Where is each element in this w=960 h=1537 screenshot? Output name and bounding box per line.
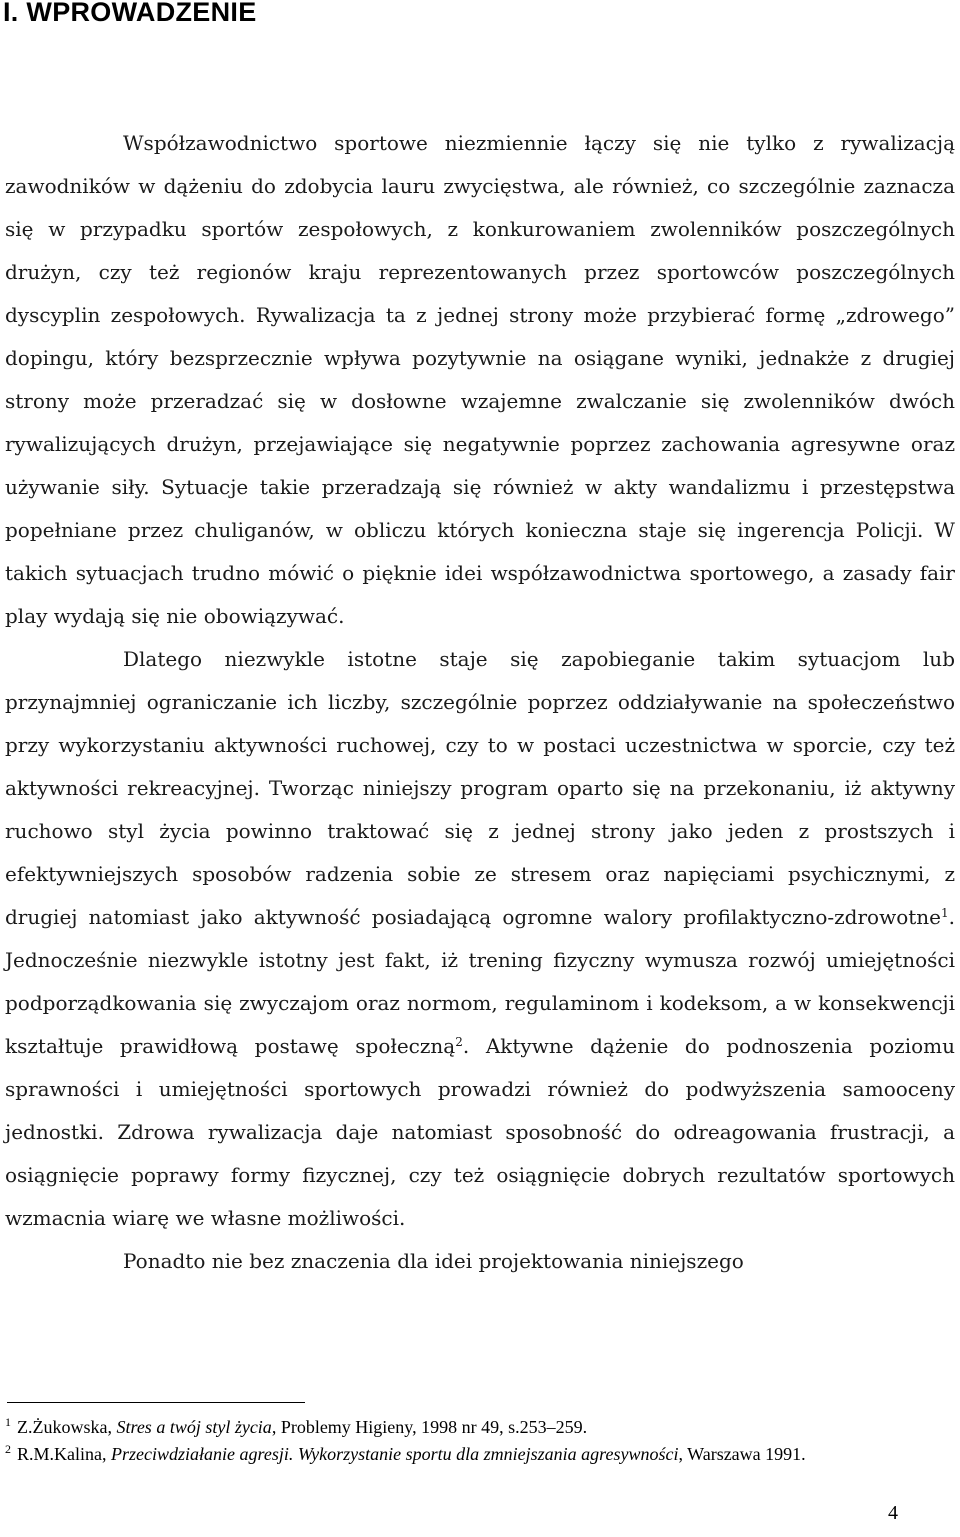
- footnote-author: Z.Żukowska,: [17, 1417, 117, 1437]
- section-heading: I. WPROWADZENIE: [3, 0, 257, 27]
- footnote-author: R.M.Kalina,: [17, 1444, 111, 1464]
- paragraph-text: . Jednocześnie niezwykle istotny jest fakt, iż trening fizyczny wymusza rozwój umiejętności podporządkowania się zwyczajom oraz normom, regulaminom i kodeksom, a w konsekwencji kształtuje prawidłową postawę społeczną: [5, 905, 955, 1058]
- paragraph-text: . Aktywne dążenie do podnoszenia poziomu sprawności i umiejętności sportowych prowadzi również do podwyższenia samooceny jednostki. Zdrowa rywalizacja daje natomiast sposobność do odreagowania frustracji, a osiągnięcie poprawy formy fizycznej, czy też osiągnięcie dobrych rezultatów sportowych wzmacnia wiarę we własne możliwości.: [5, 1034, 955, 1230]
- footnote: [5, 1414, 955, 1441]
- paragraph: [5, 122, 955, 638]
- footnote-ref[interactable]: 1: [941, 906, 949, 920]
- footnote-separator: [7, 1402, 305, 1403]
- footnote-title: Przeciwdziałanie agresji. Wykorzystanie sportu dla zmniejszania agresywności: [111, 1444, 679, 1464]
- footnote-source: , Problemy Higieny, 1998 nr 49, s.253–259.: [271, 1417, 588, 1437]
- footnote-source: , Warszawa 1991.: [678, 1444, 806, 1464]
- footnote-number: 2: [5, 1442, 11, 1456]
- paragraph-text: Ponadto nie bez znaczenia dla idei projektowania niniejszego: [123, 1249, 744, 1273]
- paragraph: [5, 1240, 955, 1283]
- footnotes: [5, 1414, 955, 1468]
- footnote-number: 1: [5, 1415, 11, 1429]
- paragraph-text: Współzawodnictwo sportowe niezmiennie łączy się nie tylko z rywalizacją zawodników w dążeniu do zdobycia lauru zwycięstwa, ale również, co szczególnie zaznacza się w przypadku sportów zespołowych, z konkurowaniem zwolenników poszczególnych drużyn, czy też regionów kraju reprezentowanych przez sportowców poszczególnych dyscyplin zespołowych. Rywalizacja ta z jednej strony może przybierać formę „zdrowego” dopingu, który bezsprzecznie wpływa pozytywnie na osiągane wyniki, jednakże z drugiej strony może przeradzać się w dosłowne wzajemne zwalczanie się zwolenników dwóch rywalizujących drużyn, przejawiające się negatywnie poprzez zachowania agresywne oraz używanie siły. Sytuacje takie przeradzają się również w akty wandalizmu i przestępstwa popełniane przez chuliganów, w obliczu których konieczna staje się ingerencja Policji. W takich sytuacjach trudno mówić o pięknie idei współzawodnictwa sportowego, a zasady fair play wydają się nie obowiązywać.: [5, 131, 955, 628]
- paragraph: [5, 638, 955, 1240]
- footnote-title: Stres a twój styl życia: [116, 1417, 272, 1437]
- body-text: [5, 122, 955, 1283]
- footnote: [5, 1441, 955, 1468]
- footnote-ref[interactable]: 2: [455, 1035, 463, 1049]
- paragraph-text: Dlatego niezwykle istotne staje się zapobieganie takim sytuacjom lub przynajmniej ograniczanie ich liczby, szczególnie poprzez oddziaływanie na społeczeństwo przy wykorzystaniu aktywności ruchowej, czy to w postaci uczestnictwa w sporcie, czy też aktywności rekreacyjnej. Tworząc niniejszy program oparto się na przekonaniu, iż aktywny ruchowo styl życia powinno traktować się z jednej strony jako jeden z prostszych i efektywniejszych sposobów radzenia sobie ze stresem oraz napięciami psychicznymi, z drugiej natomiast jako aktywność posiadającą ogromne walory profilaktyczno-zdrowotne: [5, 647, 955, 929]
- page-number: 4: [888, 1502, 898, 1524]
